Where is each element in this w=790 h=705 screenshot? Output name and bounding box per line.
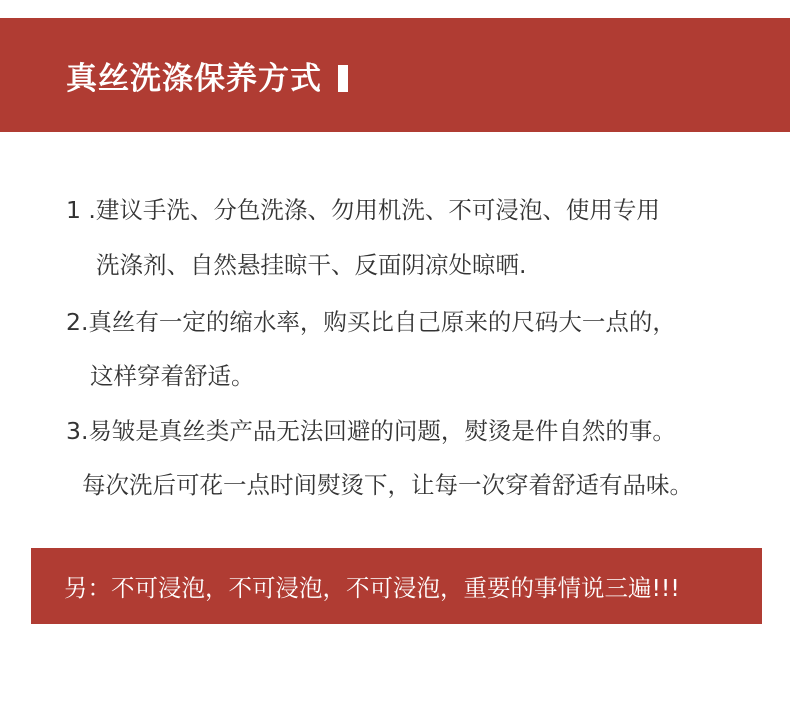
care-item-2-line-1: 2.真丝有一定的缩水率，购买比自己原来的尺码大一点的，	[66, 308, 676, 336]
care-item-1-line-2: 洗涤剂、自然悬挂晾干、反面阴凉处晾晒.	[96, 251, 527, 279]
note-banner	[31, 548, 762, 624]
note-text: 另：不可浸泡，不可浸泡，不可浸泡，重要的事情说三遍!!!	[64, 574, 680, 602]
care-item-3-line-2: 每次洗后可花一点时间熨烫下，让每一次穿着舒适有品味。	[82, 471, 693, 499]
care-item-1-line-1: 1 .建议手洗、分色洗涤、勿用机洗、不可浸泡、使用专用	[66, 196, 660, 224]
page-title: 真丝洗涤保养方式	[66, 53, 348, 98]
care-item-2-line-2: 这样穿着舒适。	[90, 362, 255, 390]
care-item-3-line-1: 3.易皱是真丝类产品无法回避的问题，熨烫是件自然的事。	[66, 417, 676, 445]
header-banner	[0, 18, 790, 132]
title-marker	[338, 65, 348, 92]
